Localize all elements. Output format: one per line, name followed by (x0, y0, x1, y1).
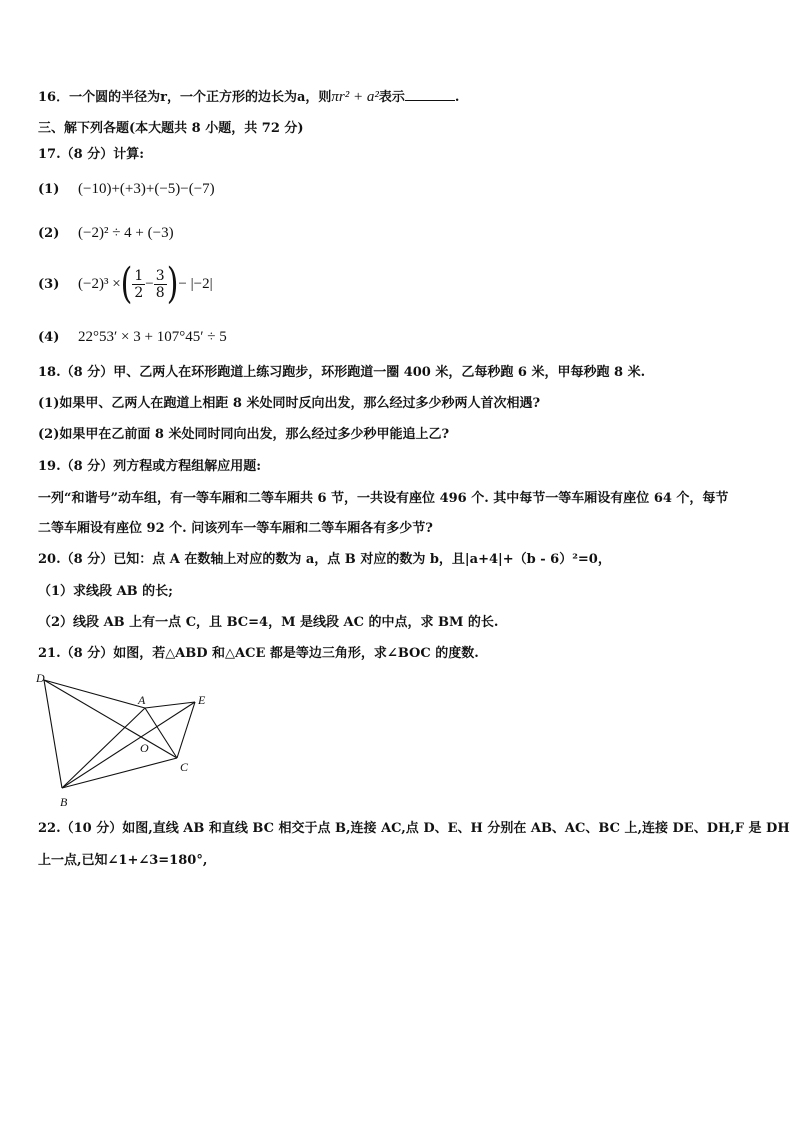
q17-part-4 (38, 328, 764, 347)
q17-p3-tag: (3) (38, 277, 60, 292)
q17-part-1 (38, 180, 764, 199)
q17-p2-tag: (2) (38, 226, 60, 241)
q20-sub-2: （2）线段 AB 上有一点 C，且 BC=4，M 是线段 AC 的中点，求 BM 的长. (38, 615, 499, 630)
q17-p1-tag: (1) (38, 182, 60, 197)
q20-title: 20.（8 分）已知：点 A 在数轴上对应的数为 a，点 B 对应的数为 b，且|a+4|+（b - 6）²=0， (38, 552, 611, 567)
figure-lines (44, 680, 195, 788)
geometry-figure (30, 668, 220, 813)
label-C: C (180, 760, 189, 774)
q17-part-2 (38, 224, 764, 243)
q16-prefix: 16．一个圆的半径为r，一个正方形的边长为a，则 (38, 90, 332, 105)
q18-sub-1: (1)如果甲、乙两人在跑道上相距 8 米处同时反向出发，那么经过多少秒两人首次相遇? (38, 396, 541, 411)
q19-line-2: 二等车厢设有座位 92 个. 问该列车一等车厢和二等车厢各有多少节? (38, 521, 433, 536)
q17-p4-expr: 22°53′ × 3 + 107°45′ ÷ 5 (78, 329, 227, 345)
q18-title: 18.（8 分）甲、乙两人在环形跑道上练习跑步，环形跑道一圈 400 米，乙每秒跑 6 米，甲每秒跑 8 米. (38, 365, 646, 380)
q17-p1-expr: (−10)+(+3)+(−5)−(−7) (78, 181, 215, 197)
label-A: A (138, 693, 146, 707)
q17-p3-minus: − (145, 276, 154, 292)
label-O: O (140, 741, 149, 755)
q16-suffix: 表示 (378, 90, 405, 105)
q21-title: 21.（8 分）如图，若△ABD 和△ACE 都是等边三角形，求∠BOC 的度数. (38, 646, 479, 661)
label-B: B (60, 795, 68, 809)
q20-sub-1: （1）求线段 AB 的长; (38, 584, 173, 599)
q17-p4-tag: (4) (38, 330, 60, 345)
q17-p3-expr-a: (−2)³ × (78, 276, 121, 292)
q16-end: . (454, 90, 460, 105)
q17-part-3: (3) (−2)³ ×( $\frac{1}{2}$ − $\frac{3}{8}$ )− |−2| (38, 259, 213, 309)
q22-line-1: 22.（10 分）如图,直线 AB 和直线 BC 相交于点 B,连接 AC,点 D、E、H 分别在 AB、AC、BC 上,连接 DE、DH,F 是 DH (38, 821, 790, 836)
fraction-3-8: $\frac{3}{8}$ (155, 268, 165, 301)
fraction-1-2: $\frac{1}{2}$ (134, 268, 144, 301)
q18-sub-2: (2)如果甲在乙前面 8 米处同时同向出发，那么经过多少秒甲能追上乙? (38, 427, 450, 442)
q22-line-2: 上一点,已知∠1+∠3=180°, (38, 853, 208, 868)
q17-p3-expr-b: − |−2| (178, 276, 213, 292)
q19-line-1: 一列“和谐号”动车组，有一等车厢和二等车厢共 6 节，一共设有座位 496 个. 其中每节一等车厢设有座位 64 个，每节 (38, 491, 729, 506)
label-E: E (198, 693, 206, 707)
answer-blank (405, 88, 455, 101)
question-16 (38, 88, 764, 107)
q17-p2-expr: (−2)² ÷ 4 + (−3) (78, 225, 174, 241)
q19-title: 19.（8 分）列方程或方程组解应用题: (38, 459, 261, 474)
label-D: D (36, 671, 45, 685)
q16-expression: πr² + a² (331, 89, 379, 105)
q17-title: 17.（8 分）计算: (38, 147, 144, 162)
section-heading: 三、解下列各题(本大题共 8 小题，共 72 分) (38, 121, 304, 136)
